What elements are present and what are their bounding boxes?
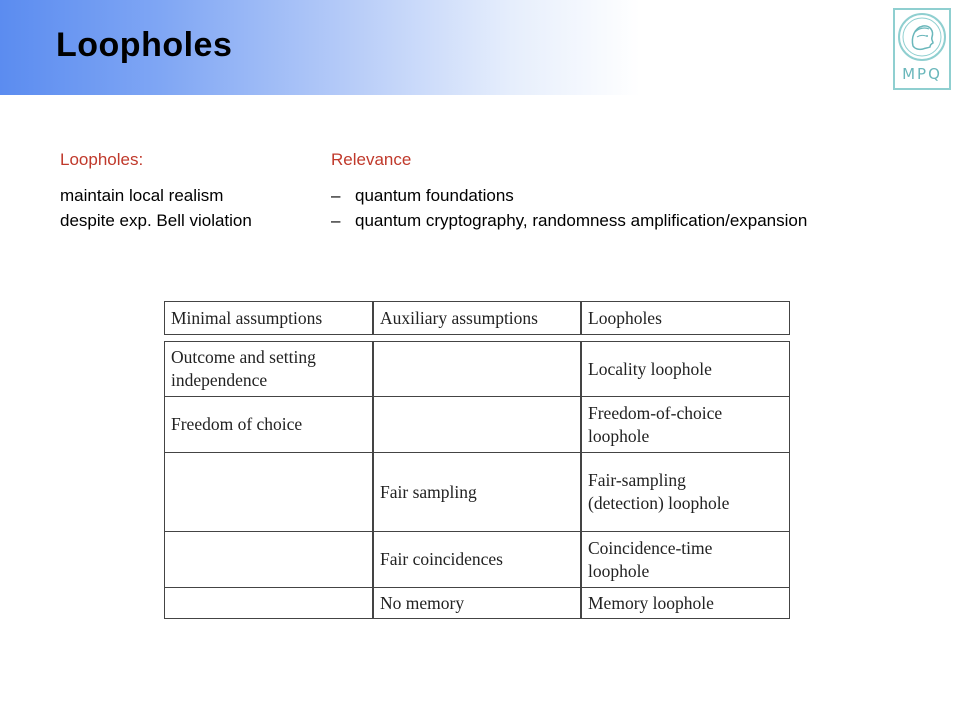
assumptions-table [164,301,790,619]
auxiliary-cell [373,397,581,453]
definition-line: despite exp. Bell violation [60,211,252,230]
auxiliary-cell: Fair sampling [373,453,581,532]
logo-text: MPQ [902,65,942,83]
header-minimal-assumptions: Minimal assumptions [164,301,373,335]
header-loopholes: Loopholes [581,301,790,335]
minimal-cell [164,588,373,619]
relevance-item [331,208,807,233]
slide-title: Loopholes [56,26,233,64]
loophole-cell: Memory loophole [581,588,790,619]
loophole-cell: Fair-sampling (detection) loophole [581,453,790,532]
loophole-cell: Freedom-of-choice loophole [581,397,790,453]
bullet-dash: – [331,186,341,205]
loopholes-heading: Loopholes: [60,150,144,169]
relevance-item [331,183,807,208]
table-row [164,588,790,619]
definition-line: maintain local realism [60,186,224,205]
auxiliary-cell: Fair coincidences [373,532,581,588]
table-row [164,397,790,453]
table-row [164,341,790,397]
minerva-head-icon [895,10,949,64]
loopholes-definition [60,150,252,233]
auxiliary-cell [373,341,581,397]
minimal-cell [164,532,373,588]
minimal-cell: Outcome and setting independence [164,341,373,397]
table-header-row [164,301,790,335]
auxiliary-cell: No memory [373,588,581,619]
table-row [164,453,790,532]
bullet-dash: – [331,211,341,230]
minimal-cell: Freedom of choice [164,397,373,453]
minimal-cell [164,453,373,532]
relevance-heading: Relevance [331,150,412,169]
relevance-item-text: quantum cryptography, randomness amplification/expansion [355,211,808,230]
table-row [164,532,790,588]
header-auxiliary-assumptions: Auxiliary assumptions [373,301,581,335]
relevance-item-text: quantum foundations [355,186,514,205]
mpq-logo [893,8,951,90]
loophole-cell: Coincidence-time loophole [581,532,790,588]
loophole-cell: Locality loophole [581,341,790,397]
relevance-section [331,150,807,233]
